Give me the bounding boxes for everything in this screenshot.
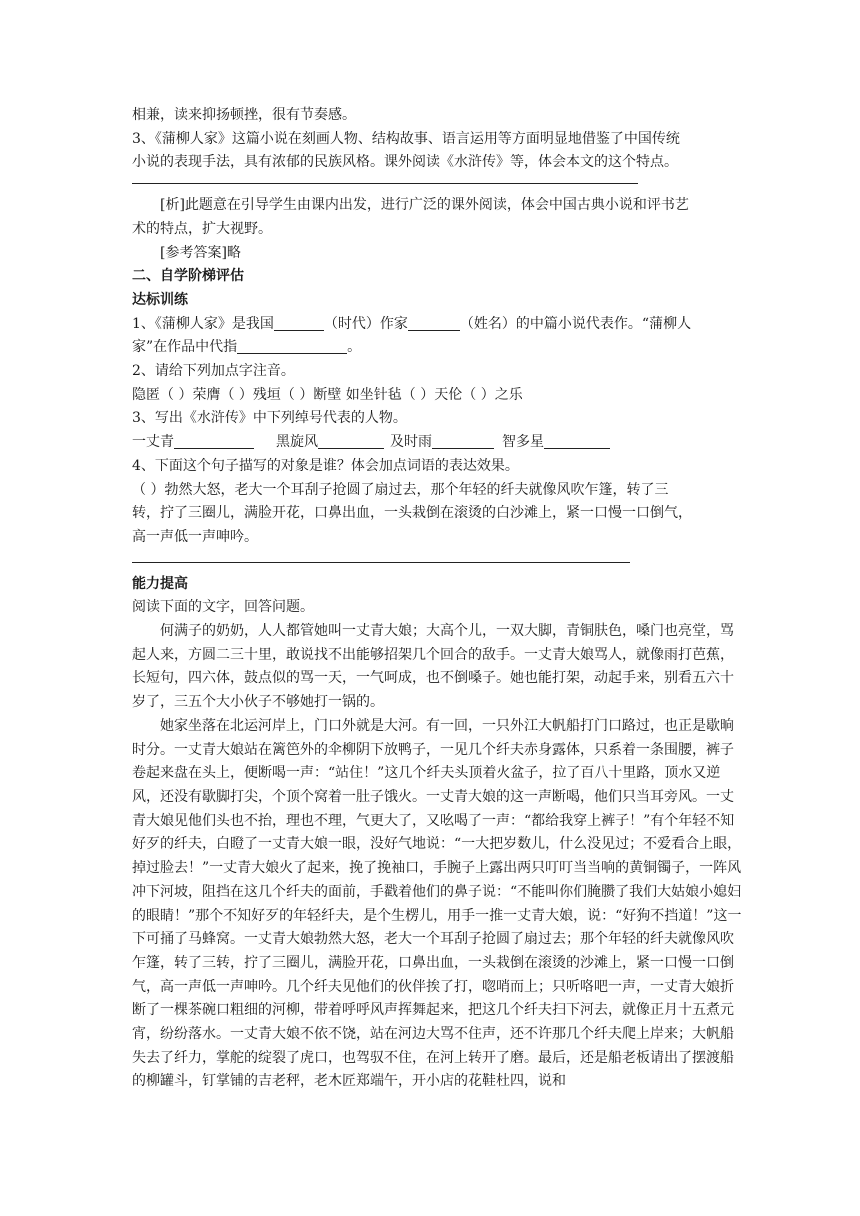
text-line: 相兼，读来抑扬顿挫，很有节奏感。 — [132, 107, 356, 123]
question-3-text-cont: 小说的表现手法，具有浓郁的民族风格。课外阅读《水浒传》等，体会本文的这个特点。 — [132, 154, 678, 171]
question-3-text: 3、《蒲柳人家》这篇小说在刻画人物、结构故事、语言运用等方面明显地借鉴了中国传统 — [132, 130, 680, 147]
blank-era[interactable] — [274, 314, 324, 331]
question-2: 2、请给下列加点字注音。 — [132, 363, 295, 380]
question-1-part: 。 — [347, 339, 362, 356]
nickname-4: 智多星 — [502, 434, 544, 451]
question-1 — [132, 313, 744, 337]
question-4-sentence: （ ）勃然大怒，老大一个耳刮子抢圆了扇过去，那个年轻的纤夫就像风吹乍篷，转了三 — [132, 481, 669, 498]
question-1-part: 1、《蒲柳人家》是我国 — [132, 315, 274, 332]
reference-answer: [参考答案]略 — [160, 244, 241, 261]
question-4: 4、下面这个句子描写的对象是谁？体会加点词语的表达效果。 — [132, 457, 519, 474]
blank-author[interactable] — [408, 314, 460, 331]
passage-paragraph-1: 何满子的奶奶，人人都管她叫一丈青大娘；大高个儿，一双大脚，青铜肤色，嗓门也亮堂，骂起人来，方圆二三十里，敢说找不出能够招架几个回合的敌手。一丈青大娘骂人，就像雨打芭蕉，长短句，四六体，鼓点似的骂一天，一气呵成，也不倒嗓子。她也能打架，动起手来，别看五六十岁了，三五个大小伙子不够她打一锅的。 — [132, 623, 734, 711]
question-1-part: （时代）作家 — [323, 315, 408, 332]
subsection-heading-2: 能力提高 — [132, 575, 188, 592]
passage-paragraph-2: 她家坐落在北运河岸上，门口外就是大河。有一回，一只外江大帆船打门口路过，也正是歇晌时分。一丈青大娘站在篱笆外的伞柳阴下放鸭子，一见几个纤夫赤身露体，只系着一条围腰，裤子卷起来盘在头上，便断喝一声：“站住！”这几个纤夫头顶着火盆子，拉了百八十里路，顶水又逆风，还没有歇脚打尖，个顶个窝着一肚子饿火。一丈青大娘的这一声断喝，他们只当耳旁风。一丈青大娘见他们头也不抬，理也不理，气更大了，又吆喝了一声：“都给我穿上裤子！”有个年轻不知好歹的纤夫，白瞪了一丈青大娘一眼，没好气地说：“一大把岁数儿，什么没见过；不爱看合上眼，掉过脸去！”一丈青大娘火了起来，挽了挽袖口，手腕子上露出两只叮叮当当响的黄铜镯子，一阵风冲下河坡，阻挡在这几个纤夫的面前，手戳着他们的鼻子说：“不能叫你们腌臜了我们大姑娘小媳妇的眼睛！”那个不知好歹的年轻纤夫，是个生楞儿，用手一推一丈青大娘，说：“好狗不挡道！”这一下可捅了马蜂窝。一丈青大娘勃然大怒，老大一个耳刮子抢圆了扇过去；那个年轻的纤夫就像风吹乍篷，转了三转，拧了三圈儿，满脸开花，口鼻出血，一头栽倒在滚烫的沙滩上，紧一口慢一口倒气，高一声低一声呻吟。几个纤夫见他们的伙伴挨了打，唿哨而上；只听咯吧一声，一丈青大娘折断了一棵茶碗口粗细的河柳，带着呼呼风声挥舞起来，把这几个纤夫扫下河去，就像正月十五煮元宵，纷纷落水。一丈青大娘不依不饶，站在河边大骂不住声，还不许那几个纤夫爬上岸来；大帆船失去了纤力，掌舵的绽裂了虎口，也驾驭不住，在河上转开了磨。最后，还是船老板请出了摆渡船的柳罐斗，钉掌铺的吉老秤，老木匠郑端午，开小店的花鞋杜四，说和 — [132, 717, 742, 1090]
question-1-cont — [132, 336, 744, 360]
nickname-1: 一丈青 — [132, 434, 174, 451]
subsection-heading: 达标训练 — [132, 291, 188, 308]
blank-refers[interactable] — [237, 337, 347, 354]
question-1-part: 家”在作品中代指 — [132, 339, 238, 356]
document-body — [132, 104, 744, 1094]
blank-nickname-2[interactable] — [318, 432, 384, 449]
question-3: 3、写出《水浒传》中下列绰号代表的人物。 — [132, 410, 407, 427]
analysis-text-cont: 术的特点，扩大视野。 — [132, 220, 272, 237]
blank-nickname-3[interactable] — [432, 432, 494, 449]
analysis-text: [析]此题意在引导学生由课内出发，进行广泛的课外阅读，体会中国古典小说和评书艺 — [160, 197, 689, 214]
question-3-nicknames — [132, 431, 744, 455]
question-4-sentence-end: 高一声低一声呻吟。 — [132, 528, 258, 545]
nickname-2: 黑旋风 — [276, 434, 318, 451]
question-1-part: （姓名）的中篇小说代表作。“蒲柳人 — [459, 315, 692, 332]
nickname-3: 及时雨 — [390, 434, 432, 451]
blank-nickname-4[interactable] — [544, 432, 610, 449]
question-4-sentence-cont: 转，拧了三圈儿，满脸开花，口鼻出血，一头栽倒在滚烫的白沙滩上，紧一口慢一口倒气， — [132, 505, 692, 522]
reading-instruction: 阅读下面的文字，回答问题。 — [132, 599, 314, 616]
question-2-words: 隐匿（ ）荣膺（ ）残垣（ ）断壁 如坐针毡（ ）天伦（ ）之乐 — [132, 386, 523, 403]
section-heading: 二、自学阶梯评估 — [132, 268, 244, 285]
answer-line — [132, 562, 630, 563]
answer-line — [132, 183, 638, 184]
blank-nickname-1[interactable] — [174, 432, 254, 449]
